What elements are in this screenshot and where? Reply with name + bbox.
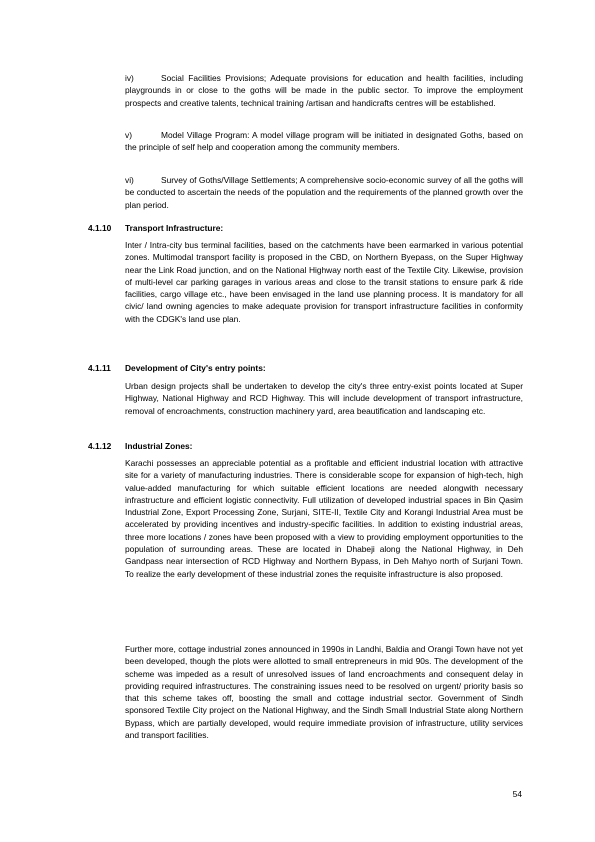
section-number: 4.1.10 <box>88 223 112 233</box>
section-paragraph-industrial-2: Further more, cottage industrial zones announced in 1990s in Landhi, Baldia and Orangi Town have not yet been developed, though the plots were allotted to small entrepreneurs in mid 90s. The development of the scheme was impeded as a result of unresolved issues of land encroachments and consequent delay in providing required infrastructures. The constraining issues need to be resolved on urgent/ priority basis so that this scheme takes off, boosting the small and cottage industrial sector. Government of Sindh sponsored Textile City project on the National Highway, and the Sindh Small Industrial State along Northern Bypass, which are partially developed, would require immediate provision of infrastructure, utility services and transport facilities. <box>125 644 523 741</box>
list-item-label: iv) <box>125 73 134 83</box>
section-heading-entry-points <box>88 362 528 374</box>
section-number: 4.1.11 <box>88 363 111 373</box>
section-paragraph-entry-points: Urban design projects shall be undertaken to develop the city's three entry-exist points located at Super Highway, National Highway and RCD Highway. This will include development of transport infrastructure, removal of encroachments, construction machinery yard, area beautification and landscaping etc. <box>125 381 523 416</box>
list-item-label: vi) <box>125 175 134 185</box>
list-item-text: Social Facilities Provisions; Adequate provisions for education and health facilities, including playgrounds in or close to the goths will be made in the public sector. To improve the employment prospects and creative talents, technical training /artisan and handicrafts centres will be established. <box>125 73 523 108</box>
section-title: Transport Infrastructure: <box>125 223 224 233</box>
section-heading-industrial-zones <box>88 440 528 452</box>
list-item-social-facilities <box>125 72 523 109</box>
section-heading-transport <box>88 222 528 234</box>
page-number: 54 <box>512 789 522 799</box>
list-item-text: Survey of Goths/Village Settlements; A comprehensive socio-economic survey of all the goths will be conducted to ascertain the needs of the population and the requirements of the planned growth over the plan period. <box>125 175 523 210</box>
section-title: Development of City's entry points: <box>125 363 266 373</box>
list-item-label: v) <box>125 130 132 140</box>
section-number: 4.1.12 <box>88 441 112 451</box>
section-paragraph-transport: Inter / Intra-city bus terminal facilities, based on the catchments have been earmarked in various potential zones. Multimodal transport facility is proposed in the CBD, on Northern Byepass, on the Super Highway near the Link Road junction, and on the National Highway north east of the Textile City. Likewise, provision of multi-level car parking garages in various areas and close to the transit stations to ensure park & ride facilities, cargo village etc., have been envisaged in the land use planning process. It is mandatory for all civic/ land owning agencies to make adequate provision for transport infrastructure facilities in conformity with the CDGK's land use plan. <box>125 240 523 324</box>
section-paragraph-industrial-1: Karachi possesses an appreciable potential as a profitable and efficient industrial location with attractive site for a variety of manufacturing industries. There is considerable scope for expansion of high-tech, high value-added manufacturing for which suitable efficient locations are needed alongwith necessary infrastructure and efficient logistic connectivity. Full utilization of developed industrial spaces in Bin Qasim Industrial Zone, Export Processing Zone, Surjani, SITE-II, Textile City and Korangi Industrial Area must be accelerated by providing incentives and industry-specific facilities. In addition to existing industrial areas, three more locations / zones have been proposed with a view to providing employment opportunities to the population of surrounding areas. These are located in Dhabeji along the National Highway, in Deh Gandpass near intersection of RCD Highway and Northern Bypass, in Deh Mahyo north of Surjani Town. To realize the early development of these industrial zones the requisite infrastructure is also proposed. <box>125 458 523 579</box>
list-item-text: Model Village Program: A model village program will be initiated in designated Goths, based on the principle of self help and cooperation among the community members. <box>125 130 523 153</box>
section-title: Industrial Zones: <box>125 441 193 451</box>
list-item-survey-goths <box>125 174 523 211</box>
list-item-model-village <box>125 129 523 154</box>
